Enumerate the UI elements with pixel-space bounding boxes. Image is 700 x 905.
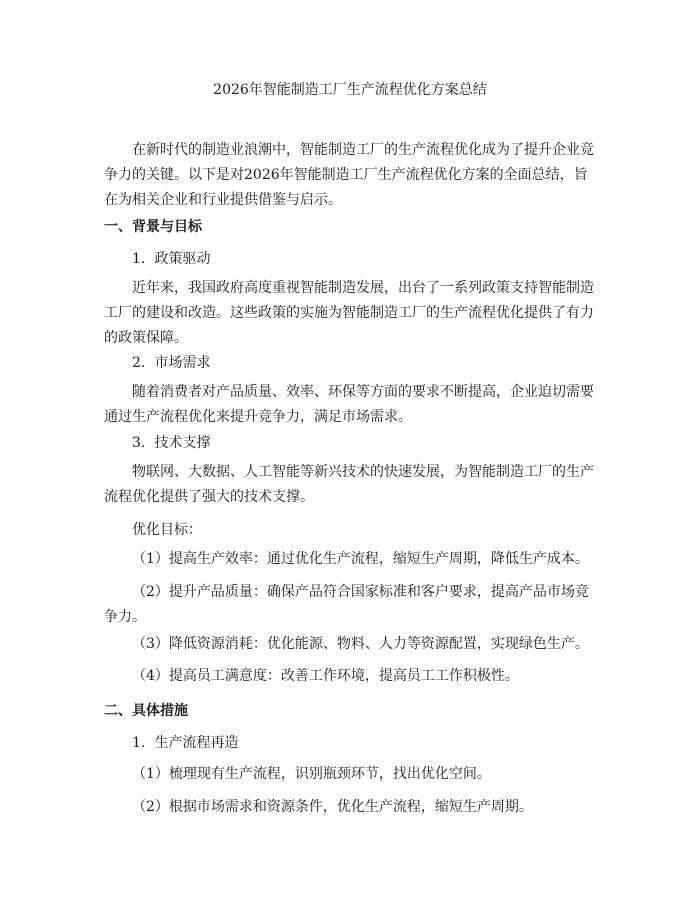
section-heading-measures: 二、具体措施 [104, 703, 188, 719]
subheading-number: 1. [132, 735, 146, 751]
subheading-number: 1. [132, 251, 146, 267]
subheading-label: 市场需求 [154, 355, 211, 371]
subheading-label: 生产流程再造 [154, 735, 239, 751]
subheading-policy [132, 249, 210, 269]
goal-item: （2）提升产品质量：确保产品符合国家标准和客户要求，提高产品市场竞争力。 [104, 584, 589, 625]
technology-paragraph: 物联网、大数据、人工智能等新兴技术的快速发展，为智能制造工厂的生产流程优化提供了强大的技术支撑。 [104, 464, 594, 505]
section-heading-background-goals: 一、背景与目标 [104, 219, 202, 235]
market-paragraph: 随着消费者对产品质量、效率、环保等方面的要求不断提高，企业迫切需要通过生产流程优化来提升竞争力，满足市场需求。 [104, 384, 594, 425]
policy-paragraph: 近年来，我国政府高度重视智能制造发展，出台了一系列政策支持智能制造工厂的建设和改造。这些政策的实施为智能制造工厂的生产流程优化提供了有力的政策保障。 [104, 280, 594, 346]
subheading-number: 2. [132, 355, 146, 371]
intro-paragraph: 在新时代的制造业浪潮中，智能制造工厂的生产流程优化成为了提升企业竞争力的关键。以下是对2026年智能制造工厂生产流程优化方案的全面总结，旨在为相关企业和行业提供借鉴与启示。 [104, 142, 594, 208]
subheading-technology [132, 433, 210, 453]
measure-item: （1）梳理现有生产流程，识别瓶颈环节，找出优化空间。 [132, 766, 491, 782]
goal-item: （4）提高员工满意度：改善工作环境，提高员工工作积极性。 [132, 668, 519, 684]
subheading-label: 政策驱动 [154, 251, 211, 267]
goal-item: （3）降低资源消耗：优化能源、物料、人力等资源配置，实现绿色生产。 [132, 636, 589, 652]
subheading-label: 技术支撑 [154, 435, 211, 451]
measure-item: （2）根据市场需求和资源条件，优化生产流程，缩短生产周期。 [132, 799, 533, 815]
goals-label: 优化目标： [132, 522, 202, 538]
subheading-market [132, 353, 210, 373]
goal-item: （1）提高生产效率：通过优化生产流程，缩短生产周期，降低生产成本。 [132, 551, 589, 567]
subheading-number: 3. [132, 435, 146, 451]
subheading-process-reengineering [132, 733, 238, 753]
document-title: 2026年智能制造工厂生产流程优化方案总结 [213, 82, 487, 98]
